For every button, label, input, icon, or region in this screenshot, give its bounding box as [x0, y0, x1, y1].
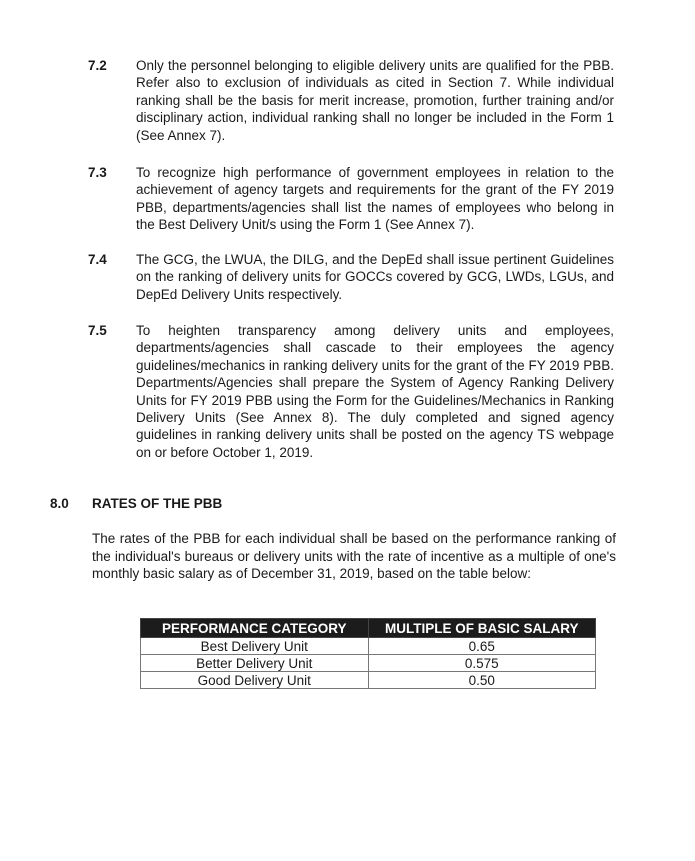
item-number: 7.2: [88, 58, 107, 73]
section-intro: The rates of the PBB for each individual shall be based on the performance ranking of the individual's bureaus or delivery units with the rate of incentive as a multiple of one's monthly basic salary as of December 31, 2019, based on the table below:: [92, 531, 616, 582]
table-row: [141, 638, 596, 655]
multiple-cell: 0.65: [368, 638, 596, 655]
header-performance-category: PERFORMANCE CATEGORY: [141, 619, 369, 638]
item-text: To recognize high performance of government employees in relation to the achievement of agency targets and requirements for the grant of the FY 2019 PBB, departments/agencies shall list the names of employees who belong in the Best Delivery Unit/s using the Form 1 (See Annex 7).: [136, 165, 614, 233]
item-number: 7.5: [88, 323, 107, 338]
table-row: [141, 672, 596, 689]
item-number: 7.3: [88, 165, 107, 180]
section-number: 8.0: [50, 496, 69, 511]
item-text: The GCG, the LWUA, the DILG, and the DepEd shall issue pertinent Guidelines on the ranking of delivery units for GOCCs covered by GCG, LWDs, LGUs, and DepEd Delivery Units respectively.: [136, 252, 614, 302]
item-number: 7.4: [88, 252, 107, 267]
header-multiple-of-basic-salary: MULTIPLE OF BASIC SALARY: [368, 619, 596, 638]
item-text: Only the personnel belonging to eligible delivery units are qualified for the PBB. Refer also to exclusion of individuals as cited in Section 7. While individual ranking shall be the basis for merit increase, promotion, further training and/or disciplinary action, individual ranking shall no longer be included in the Form 1 (See Annex 7).: [136, 58, 614, 143]
table-row: [141, 655, 596, 672]
rates-table: [140, 618, 596, 689]
multiple-cell: 0.575: [368, 655, 596, 672]
item-text: To heighten transparency among delivery units and employees, departments/agencies shall cascade to their employees the agency guidelines/mechanics in ranking delivery units for the grant of the FY 2019 PBB. Departments/Agencies shall prepare the System of Agency Ranking Delivery Units for FY 2019 PBB using the Form for the Guidelines/Mechanics in Ranking Delivery Units (See Annex 8). The duly completed and signed agency guidelines in ranking delivery units shall be posted on the agency TS webpage on or before October 1, 2019.: [136, 323, 614, 460]
section-title: RATES OF THE PBB: [92, 496, 223, 511]
category-cell: Best Delivery Unit: [141, 638, 369, 655]
category-cell: Good Delivery Unit: [141, 672, 369, 689]
table-header-row: [141, 619, 596, 638]
category-cell: Better Delivery Unit: [141, 655, 369, 672]
multiple-cell: 0.50: [368, 672, 596, 689]
